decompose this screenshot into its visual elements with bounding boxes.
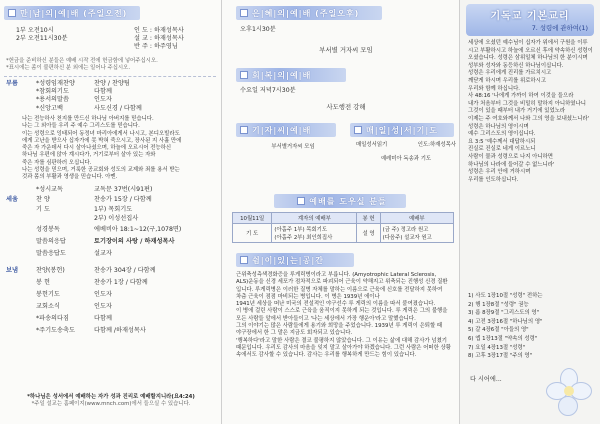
body-line: 진실로 진실로 네게 이르노니 [468, 146, 536, 153]
body-line: 하나님의 나라에 들어갈 수 없느니라' [468, 161, 555, 168]
header-title: 회|복|의|예|배 [252, 70, 312, 80]
ref-line: 4) 고전 3장16절 "하나님의 영" [468, 318, 543, 325]
footer-line: *하나님은 성서에서 예배하는 자가 성과 진리로 예배할지니라(요4:24) [27, 394, 195, 400]
creed-line: 이는 성령으로 잉태되어 동정녀 마리아에게서 나시고, 본디오빌라도 [22, 130, 180, 137]
ref-line: 7) 요일 4장13절 "성령" [468, 344, 526, 351]
header-title: 기|자|씨|예|배 [252, 125, 312, 135]
closing-text: 다 시어에... [470, 376, 502, 383]
order-item: 말씀응답도 [36, 250, 66, 257]
body-line: 사람이 물과 성령으로 나지 아니하면 [468, 153, 553, 160]
square-bullet-icon [240, 9, 248, 17]
footer-line: *주일 설교는 홈페이지(www.mnch.com)에서 들으실 수 있습니다. [31, 401, 191, 408]
ref-line: 5) 갈 4장6절 "아들의 영" [468, 327, 529, 334]
square-bullet-icon [354, 126, 362, 134]
program-sub: 부서별거자씨 모임 [271, 144, 315, 150]
service-time: 오후1시30분 [240, 26, 276, 33]
order-list-4 [36, 267, 220, 339]
body-line: 오셨습니다. 성령은 삼위일체 하나님의 한 분이시며 [468, 55, 588, 62]
order-item: 기 도 [36, 206, 50, 213]
order-value: 인도자 [94, 96, 112, 104]
footer-block [4, 394, 218, 409]
notice-line: *헌금을 준비하신 분들은 예배 시작 전에 헌금함에 넣어주십시오. [6, 58, 158, 64]
order-item: 찬양(봉헌) [36, 267, 65, 274]
order-item: *신앙고백 [36, 104, 64, 112]
helpers-table [232, 212, 454, 243]
header-helpers [274, 194, 406, 208]
table-header: 10월11일 [233, 213, 272, 224]
sermon-title: 토기장이의 사랑 / 하재성목사 [94, 238, 175, 245]
table-cell: 설 영 [357, 224, 380, 243]
essay-line: 모든 사람들 앞에서 받아들이고 '나는 세상에서 가장 행운아'라고 말했습니다. [236, 315, 416, 322]
ref-line: 8) 고후 3장17절 "주의 영" [468, 353, 533, 360]
order-value: 찬송가 304장 / 다함께 [94, 267, 156, 274]
header-title: 매|일|성|서|기|도 [366, 125, 438, 135]
bulletin-panel-programs [222, 0, 460, 424]
order-item: *파송의다짐 [36, 315, 69, 322]
table-row [233, 224, 454, 243]
order-item: *성령임재찬양 [36, 80, 75, 87]
body-line: 시고 부활하시고 하늘에 오르신 후에 약속하신 성령이 [468, 47, 593, 54]
body-line: 우리를 인도하십니다. [468, 176, 519, 183]
doctrine-body [468, 40, 594, 184]
body-line: 이제는 주 여호와께서 나와 그의 영을 보내셨느니라' [468, 115, 590, 122]
bulletin-panel-worship [0, 0, 222, 424]
square-bullet-icon [8, 9, 16, 17]
header-title: 은|혜|의|예|배 (주일오후) [252, 8, 360, 18]
order-list-3 [36, 196, 220, 262]
essay-line: '행복하다'라고 말한 사람은 결코 불평하지 않았습니다. 그 이유는 삶에 대해 감사가 넘쳤기 [236, 337, 447, 344]
order-list-1 [36, 80, 216, 113]
header-daily-prayer [350, 123, 454, 137]
service-role: 인 도 : 하재성목사 [134, 27, 184, 34]
table-cell: 기 도 [233, 224, 272, 243]
service-name: 1부 오전10시 [16, 27, 54, 34]
ref-line: 6) 엡 1장13절 "약속의 성령" [468, 335, 538, 342]
creed-line: 하나님 우편에 앉아 계시다가, 거기로부터 살아 있는 자와 [22, 152, 156, 159]
header-title: 쉼|이|있|는|공|간 [252, 255, 324, 265]
body-line: 성령은 우리에게 진리를 가르치시고 [468, 70, 552, 77]
body-line: 그것이 있을 때부터 내가 거기에 있었노라 [468, 108, 566, 115]
essay-line: 때문입니다. 우리도 감사의 마음을 잊지 말고 살아가야 하겠습니다. 그런 사람은 어떠한 상황 [236, 344, 451, 351]
header-rest-space [236, 253, 354, 267]
order-item: 봉헌기도 [36, 291, 60, 298]
program-title: 부서별 거자씨 모임 [319, 46, 373, 54]
order-item: 교회소식 [36, 303, 60, 310]
order-value: 찬송가 1장 / 다함께 [94, 279, 148, 286]
table-cell: (금 주) 정고라 원고 (다음주) 설교자 원고 [380, 224, 453, 243]
square-bullet-icon [240, 256, 248, 264]
header-title: 만|남|의|예|배 (주일오전) [20, 8, 128, 18]
table-header: 계자의 예배부 [272, 213, 357, 224]
essay-line: 이 병에 걸린 사람이 스스로 근육을 움직이지 못하게 되는 것입니다. 루 게릭은 그의 불행을 [236, 308, 448, 315]
order-item: *성시교독 [36, 186, 64, 193]
creed-line: 에게 고난을 받으사 십자가에 못 박혀 죽으시고, 장사된 지 사흘 만에 [22, 137, 182, 144]
creed-line: 것과 몸의 부활과 영생을 믿습니다. 아멘. [22, 174, 118, 181]
order-item: *용서의말씀 [36, 96, 69, 104]
program-sub: 매일성서읽기 [356, 142, 388, 148]
order-value: 찬송가 15장 / 다함께 [94, 196, 152, 203]
square-bullet-icon [240, 126, 248, 134]
order-list-2 [36, 186, 216, 194]
body-line: 깨닫게 하시며 우리를 위로하시고 [468, 77, 547, 84]
program-sub: 예레미아 독송과 기도 [380, 156, 432, 162]
body-line: 내가 처음부터 그것을 비밀히 말하지 아니하였나니 [468, 100, 586, 107]
essay-line: ALS)운동을 신경 세포가 점차적으로 파괴되어 근육이 약해지고 위축되는 진행성 신경 질환 [236, 279, 448, 286]
service-time: 수요일 저녁7시30분 [240, 87, 296, 94]
order-value: 인도자 [94, 303, 112, 310]
order-value: 2부) 이성선집사 [94, 215, 139, 222]
ref-line: 2) 행 1장8절 "성령" 권능 [468, 301, 529, 308]
creed-line: 나는 그 외아들 우리 주 예수 그리스도를 믿습니다. [22, 123, 140, 130]
body-line: 우리와 함께 하십니다. [468, 85, 521, 92]
body-line: 세상에 오셨던 예수님이 십자가 위에서 구원을 이루 [468, 40, 588, 46]
order-item: *주기도송축도 [36, 327, 75, 334]
flower-icon [544, 366, 596, 420]
service-role: 설 교 : 하재성목사 [134, 35, 184, 43]
program-title: 사도행전 강해 [326, 103, 366, 111]
creed-line: 나는 전능하사 천지를 만드신 하나님 아버지를 믿습니다. [22, 116, 154, 122]
order-item: 찬 양 [36, 196, 50, 203]
header-wednesday-worship [236, 68, 346, 82]
essay-line: 야구장에서 한 그 말은 지금도 회자되고 있습니다. [236, 330, 353, 337]
service-name: 2부 오전11시30분 [16, 35, 68, 43]
section-label-send: 보냄 [6, 267, 18, 274]
essay-line: 1941년 세상을 떠난 미국의 전설적인 야구선수 루 게릭의 이름을 따서 붙여졌습니다. [236, 301, 436, 308]
order-item: 성경봉독 [36, 226, 60, 233]
service-role: 반 주 : 하주영님 [134, 43, 178, 51]
order-item: *참회의기도 [36, 88, 69, 96]
table-cell: (아홉주 1부) 목회기도 (아홉주 2부) 최인희집사 [272, 224, 357, 243]
creed-line: 죽은 자를 심판하러 오십니다. [22, 159, 92, 166]
creed-line: 죽은 자 가운데서 다시 살아나셨으며, 하늘에 오르시어 전능하신 [22, 145, 172, 152]
doctrine-title: 기독교 기본교리 [490, 11, 570, 22]
order-item: 말씀의응답 [36, 238, 66, 245]
order-value: 다함께 /하재성목사 [94, 327, 146, 334]
body-line: 성령은 우리 안에 거하시며 [468, 169, 531, 176]
order-value: 찬양 / 찬양팀 [94, 80, 130, 87]
program-sub: 인도:하재성목사 [417, 142, 456, 148]
order-value: 1부) 목회기도 [94, 206, 133, 213]
header-title: 예배를 도우실 분들 [309, 196, 387, 206]
body-line: 예수 그리스도의 영이십니다. [468, 131, 536, 138]
square-bullet-icon [240, 71, 248, 79]
header-morning-worship [4, 6, 140, 20]
ref-line: 3) 롬 8장9절 "그리스도의 영" [468, 310, 540, 317]
body-line: 성령은 하나님의 영이시며 [468, 123, 529, 130]
order-value: 다함께 [94, 88, 112, 96]
section-label-build: 세움 [6, 196, 18, 203]
order-item [36, 215, 94, 226]
bulletin-panel-doctrine [460, 0, 600, 424]
essay-line: 속에서도 감사할 수 있습니다. 감사는 우리를 행복하게 만드는 힘이 있습니다. [236, 352, 417, 359]
order-value: 인도자 [94, 291, 112, 298]
divider [4, 76, 216, 77]
notice-block [6, 58, 218, 73]
notice-line: *표시에는 좀이 불편하신 분 외에는 일어나 주십시오. [6, 65, 131, 72]
header-mustard-seed [236, 123, 336, 137]
doctrine-subtitle: 7. 성령에 관하여(1) [531, 24, 588, 32]
order-value: 에베비아 18:1~12(구,1078면) [94, 226, 182, 233]
apostles-creed [22, 116, 218, 182]
header-afternoon-worship [236, 6, 382, 20]
order-value: 다함께 [94, 315, 112, 322]
service-times [16, 27, 216, 52]
body-line: 요 3:5 '예수께서 대답하시되 [468, 138, 536, 145]
essay-line: 그의 이야기는 많은 사람들에게 용기와 희망을 주었습니다. 1939년 루 게릭이 은퇴할 때 [236, 323, 443, 330]
creed-line: 나는 성령을 믿으며, 거룩한 공교회와 성도의 교제와 죄를 용서 받는 [22, 167, 180, 174]
essay-line: 차츰 근육이 점점 마비되는 병입니다. 이 병은 1939년 에이나 [236, 293, 380, 300]
order-item: 봉 헌 [36, 279, 50, 286]
doctrine-header [466, 4, 594, 36]
order-value: 설교자 [94, 250, 112, 257]
section-label-call: 부름 [6, 80, 18, 87]
essay-body [236, 272, 456, 360]
body-line: 성부와 성자와 동등하신 하나님이십니다. [468, 62, 564, 69]
square-bullet-icon [297, 197, 305, 205]
table-header: 예배부 [380, 213, 453, 224]
essay-line: 근위축성측색경화증을 루게릭병이라고 부릅니다. (Amyotrophic Lateral Sclerosis, [236, 272, 437, 278]
order-value: 사도신경 / 다함께 [94, 104, 142, 112]
table-header: 봉 헌 [357, 213, 380, 224]
scripture-refs [468, 292, 594, 361]
ref-line: 1) 사도 1장10절 "성령" 전하는 [468, 293, 543, 299]
daily-prayer-info [356, 142, 456, 149]
order-value: 교독문 37번(시91편) [94, 186, 153, 193]
essay-line: 입니다. 루게릭병은 이러한 질병 자체를 말하는 이름으로 근육에 신호를 전달하지 못하여 [236, 286, 443, 293]
body-line: 사 48:16 '나에게 가까이 하여 이것을 들으라 [468, 93, 574, 100]
